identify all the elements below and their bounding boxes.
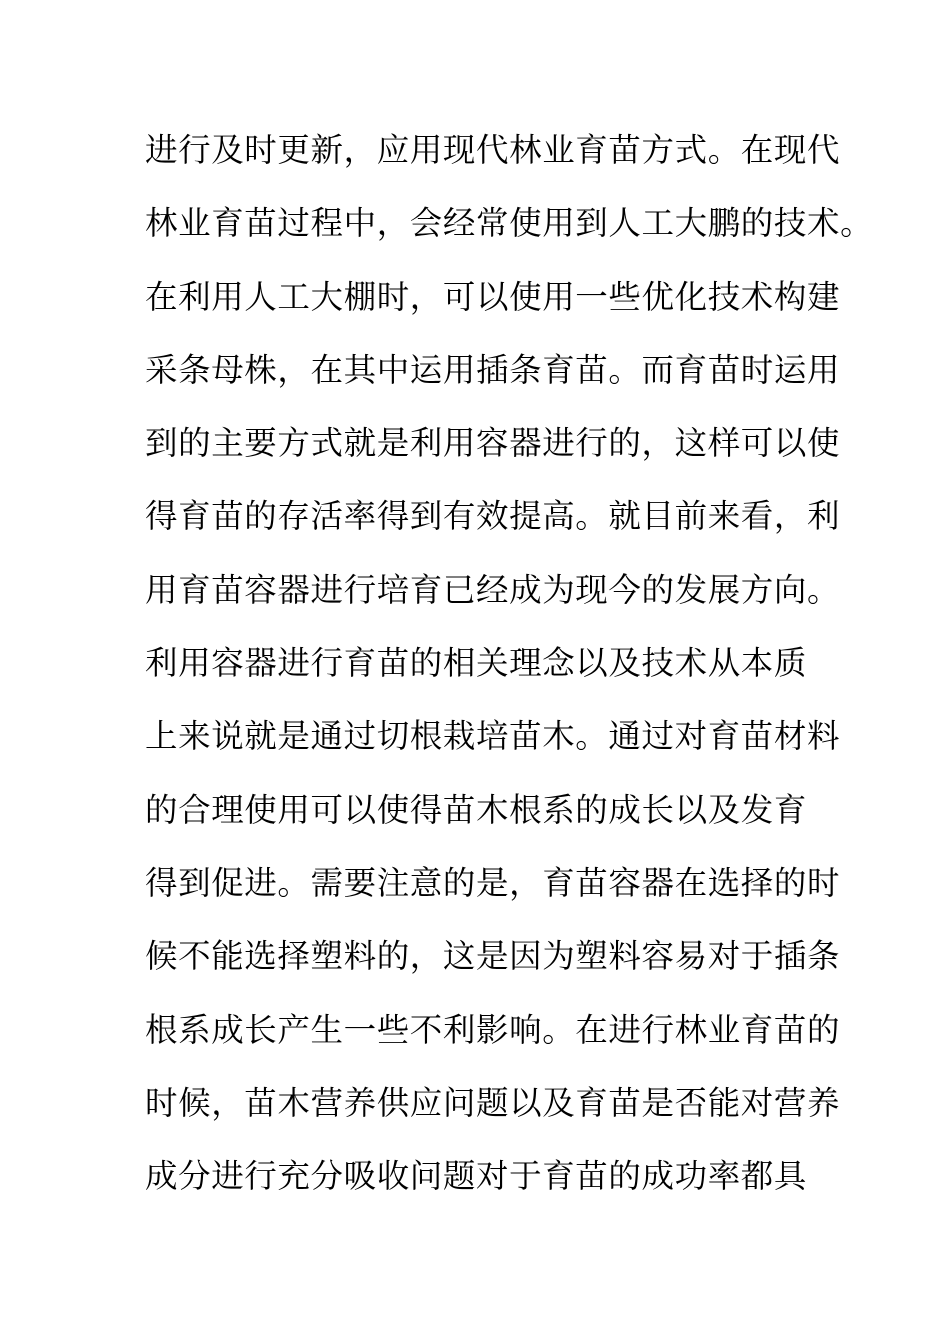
text-line: 进行及时更新，应用现代林业育苗方式。在现代 (145, 131, 841, 169)
text-line: 的合理使用可以使得苗木根系的成长以及发育 (145, 790, 808, 829)
text-line: 到的主要方式就是利用容器进行的，这样可以使 (145, 424, 841, 463)
text-line: 用育苗容器进行培育已经成为现今的发展方向。 (145, 570, 841, 609)
text-line: 成分进行充分吸收问题对于育苗的成功率都具 (145, 1157, 808, 1196)
text-line: 得育苗的存活率得到有效提高。就目前来看，利 (145, 497, 841, 536)
text-line: 时候，苗木营养供应问题以及育苗是否能对营养 (145, 1083, 841, 1122)
text-line: 在利用人工大棚时，可以使用一些优化技术构建 (145, 277, 841, 316)
text-line: 根系成长产生一些不利影响。在进行林业育苗的 (145, 1010, 841, 1049)
text-line: 利用容器进行育苗的相关理念以及技术从本质 (145, 644, 808, 683)
text-line: 上来说就是通过切根栽培苗木。通过对育苗材料 (145, 717, 841, 756)
text-line: 采条母株，在其中运用插条育苗。而育苗时运用 (145, 350, 841, 389)
text-line: 候不能选择塑料的，这是因为塑料容易对于插条 (145, 937, 841, 976)
body-paragraph (145, 124, 874, 1223)
text-line: 得到促进。需要注意的是，育苗容器在选择的时 (145, 863, 841, 902)
text-line: 林业育苗过程中，会经常使用到人工大鹏的技术。 (145, 204, 874, 243)
